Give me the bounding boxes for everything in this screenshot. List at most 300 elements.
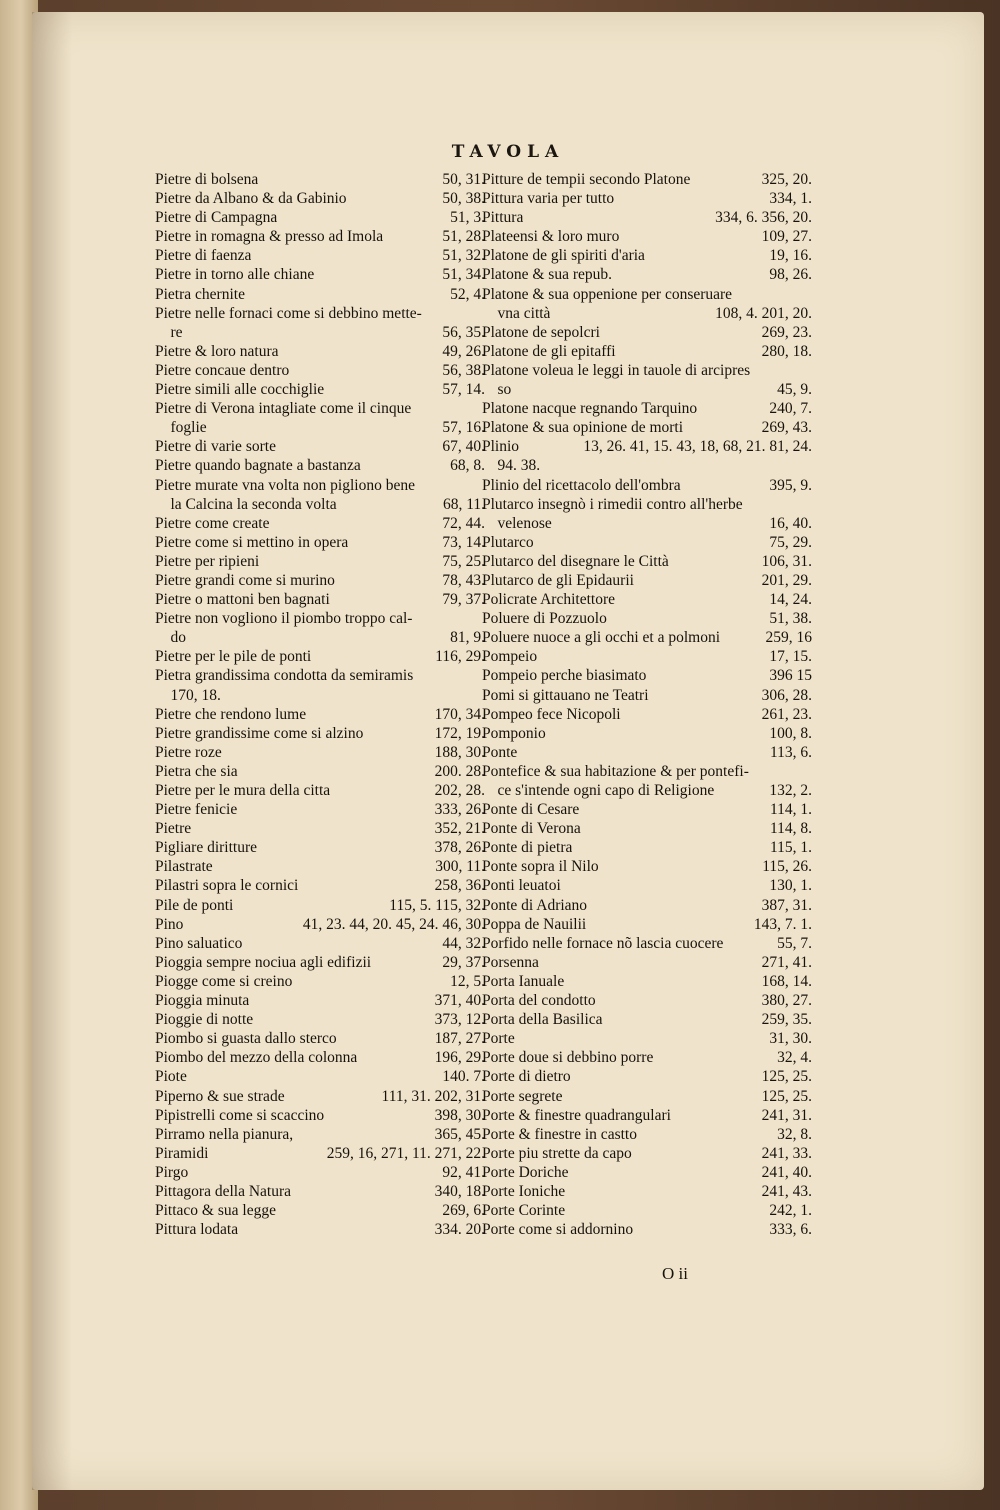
entry-page-refs: 56, 35. [442, 323, 485, 341]
entry-term: Pietre in torno alle chiane [155, 266, 315, 284]
page-gutter-shadow [32, 12, 72, 1490]
entry-term: Ponte di Cesare [482, 801, 580, 819]
index-entry [155, 1106, 485, 1125]
entry-term: Porte [482, 1030, 515, 1048]
entry-page-refs: 50, 38. [442, 190, 485, 208]
index-entry [155, 418, 485, 437]
index-entry [482, 934, 812, 953]
entry-term: Pietre [155, 820, 192, 838]
index-entry [482, 991, 812, 1010]
entry-page-refs: 12, 5. [450, 972, 485, 990]
entry-term: Porte doue si debbino porre [482, 1049, 654, 1067]
entry-term: Pietre come create [155, 514, 270, 532]
index-entry [155, 609, 485, 628]
entry-page-refs: 125, 25. [761, 1087, 812, 1105]
index-entry [155, 743, 485, 762]
entry-term: Ponte di Adriano [482, 896, 588, 914]
index-entry [482, 762, 812, 781]
entry-term: Pittura varia per tutto [482, 190, 615, 208]
entry-page-refs: 51, 34. [442, 266, 485, 284]
entry-term: Piogge come si creino [155, 972, 293, 990]
entry-term: Ponte di Verona [482, 820, 581, 838]
entry-page-refs: 259, 16, 271, 11. 271, 22. [326, 1144, 485, 1162]
index-entry [482, 1029, 812, 1048]
index-entry [155, 915, 485, 934]
entry-term: Pontefice & sua habitazione & per pontefi- [482, 762, 749, 780]
entry-page-refs: 114, 8. [769, 820, 812, 838]
entry-page-refs: 16, 40. [769, 514, 812, 532]
entry-page-refs: 17, 15. [769, 648, 812, 666]
entry-page-refs: 306, 28. [761, 686, 812, 704]
entry-term: foglie [155, 419, 207, 437]
entry-term: Piombo si guasta dallo sterco [155, 1030, 337, 1048]
index-entry [155, 495, 485, 514]
entry-page-refs: 92, 41. [442, 1163, 485, 1181]
index-entry [482, 399, 812, 418]
entry-term: Ponte [482, 743, 518, 761]
index-entry [482, 781, 812, 800]
entry-page-refs: 196, 29. [434, 1049, 485, 1067]
index-entry [155, 1048, 485, 1067]
entry-page-refs: 300, 11. [435, 858, 485, 876]
entry-term: vna città [482, 304, 551, 322]
entry-term: do [155, 629, 186, 647]
index-entry [482, 915, 812, 934]
index-entry [482, 342, 812, 361]
index-entry [155, 590, 485, 609]
entry-page-refs: 269, 23. [761, 323, 812, 341]
index-entry [155, 246, 485, 265]
entry-page-refs: 78, 43. [442, 571, 485, 589]
entry-term: Pietre grandissime come si alzino [155, 724, 364, 742]
index-entry [482, 1163, 812, 1182]
entry-page-refs: 373, 12. [434, 1011, 485, 1029]
index-entry [482, 953, 812, 972]
entry-page-refs: 45, 9. [777, 381, 812, 399]
entry-term: 170, 18. [155, 686, 221, 704]
index-entry [155, 1029, 485, 1048]
entry-page-refs: 259, 35. [761, 1011, 812, 1029]
index-entry [482, 838, 812, 857]
index-entry [482, 323, 812, 342]
entry-term: Pigliare diritture [155, 839, 258, 857]
entry-term: Pirramo nella pianura, [155, 1125, 294, 1143]
index-entry [155, 1067, 485, 1086]
entry-term: Platone & sua opinione de morti [482, 419, 684, 437]
entry-page-refs: 81, 9. [450, 629, 485, 647]
index-entry [482, 533, 812, 552]
entry-term: Pietre fenicie [155, 801, 238, 819]
entry-page-refs: 333, 26. [434, 801, 485, 819]
entry-page-refs: 334. 20. [434, 1221, 485, 1239]
index-entry [482, 495, 812, 514]
index-column-right [482, 170, 812, 1239]
entry-term: Porte come si addornino [482, 1221, 634, 1239]
entry-page-refs: 29, 37. [442, 953, 485, 971]
entry-page-refs: 51, 32. [442, 247, 485, 265]
entry-term: Pietre da Albano & da Gabinio [155, 190, 347, 208]
entry-page-refs: 115, 1. [769, 839, 812, 857]
entry-term: Pioggie di notte [155, 1011, 254, 1029]
entry-term: Pietre di Verona intagliate come il cinque [155, 400, 412, 418]
index-entry [155, 724, 485, 743]
entry-page-refs: 49, 26. [442, 342, 485, 360]
entry-term: Pietre non vogliono il piombo troppo cal- [155, 610, 413, 628]
entry-page-refs: 116, 29. [435, 648, 485, 666]
entry-page-refs: 334, 6. 356, 20. [715, 209, 812, 227]
index-entry [155, 686, 485, 705]
index-entry [155, 934, 485, 953]
entry-term: la Calcina la seconda volta [155, 495, 337, 513]
index-entry [482, 647, 812, 666]
entry-page-refs: 271, 41. [761, 953, 812, 971]
entry-page-refs: 57, 14. [442, 381, 485, 399]
index-entry [155, 456, 485, 475]
index-entry [155, 1125, 485, 1144]
index-entry [155, 361, 485, 380]
entry-page-refs: 51, 38. [769, 610, 812, 628]
index-entry [155, 399, 485, 418]
index-entry [155, 265, 485, 284]
entry-term: Pietre grandi come si murino [155, 571, 335, 589]
entry-term: Pietre come si mettino in opera [155, 533, 349, 551]
entry-term: Poluere di Pozzuolo [482, 610, 607, 628]
index-entry [155, 227, 485, 246]
entry-term: Porte Corinte [482, 1202, 566, 1220]
entry-term: Plutarco del disegnare le Città [482, 552, 669, 570]
index-entry [482, 686, 812, 705]
index-entry [482, 285, 812, 304]
entry-term: Poluere nuoce a gli occhi et a polmoni [482, 629, 721, 647]
index-entry [482, 456, 812, 475]
index-entry [155, 304, 485, 323]
entry-term: Pietre di Campagna [155, 209, 278, 227]
index-entry [482, 819, 812, 838]
entry-page-refs: 258, 36. [434, 877, 485, 895]
entry-term: Platone voleua le leggi in tauole di arcipres [482, 361, 751, 379]
index-entry [155, 838, 485, 857]
entry-page-refs: 352, 21. [434, 820, 485, 838]
index-entry [482, 361, 812, 380]
index-entry [482, 227, 812, 246]
entry-page-refs: 132, 2. [769, 782, 812, 799]
entry-term: Pietre murate vna volta non pigliono bene [155, 476, 415, 494]
entry-term: Pietre per le mura della citta [155, 782, 331, 799]
entry-page-refs: 75, 25. [442, 552, 485, 570]
entry-term: Platone & sua repub. [482, 266, 613, 284]
entry-term: Plateensi & loro muro [482, 228, 620, 246]
entry-term: Piperno & sue strade [155, 1087, 285, 1105]
index-entry [482, 437, 812, 456]
index-entry [155, 571, 485, 590]
index-entry [155, 1220, 485, 1239]
entry-page-refs: 241, 31. [761, 1106, 812, 1124]
entry-page-refs: 68, 11. [442, 495, 485, 513]
entry-page-refs: 106, 31. [761, 552, 812, 570]
entry-term: Piombo del mezzo della colonna [155, 1049, 358, 1067]
index-entry [482, 476, 812, 495]
index-entry [482, 1067, 812, 1086]
signature-mark: O ii [662, 1264, 688, 1283]
index-entry [155, 552, 485, 571]
index-entry [482, 304, 812, 323]
entry-term: Porfido nelle fornace nõ lascia cuocere [482, 934, 724, 952]
entry-page-refs: 109, 27. [761, 228, 812, 246]
index-entry [482, 896, 812, 915]
entry-term: Porte segrete [482, 1087, 563, 1105]
index-entry [482, 380, 812, 399]
entry-page-refs: 202, 28. [434, 782, 485, 799]
entry-page-refs: 259, 16 [765, 629, 812, 647]
entry-page-refs: 143, 7. 1. [753, 915, 812, 933]
entry-page-refs: 269, 43. [761, 419, 812, 437]
index-entry [155, 285, 485, 304]
entry-term: Pietre per ripieni [155, 552, 260, 570]
entry-term: Pirgo [155, 1163, 189, 1181]
entry-page-refs: 31, 30. [769, 1030, 812, 1048]
index-entry [155, 876, 485, 895]
index-entry [155, 705, 485, 724]
entry-term: Pittaco & sua legge [155, 1202, 276, 1220]
entry-term: Porte Doriche [482, 1163, 569, 1181]
index-entry [482, 628, 812, 647]
entry-page-refs: 13, 26. 41, 15. 43, 18, 68, 21. 81, 24. [583, 438, 812, 456]
entry-term: Platone de gli epitaffi [482, 342, 616, 360]
index-entry [155, 857, 485, 876]
entry-page-refs: 240, 7. [769, 400, 812, 418]
index-entry [155, 1010, 485, 1029]
book-page [32, 12, 984, 1490]
entry-page-refs [806, 456, 812, 475]
entry-term: Pietre che rendono lume [155, 705, 307, 723]
entry-term: Poppa de Nauilii [482, 915, 587, 933]
entry-term: Platone nacque regnando Tarquino [482, 400, 698, 418]
index-entry [155, 170, 485, 189]
entry-term: Pietre di bolsena [155, 171, 259, 188]
entry-term: Platone de gli spiriti d'aria [482, 247, 645, 265]
entry-term: Pompeio perche biasimato [482, 667, 647, 685]
index-entry [482, 666, 812, 685]
index-entry [155, 991, 485, 1010]
entry-term: Plinio [482, 438, 520, 456]
entry-term: Pino [155, 915, 184, 933]
entry-term: Pittagora della Natura [155, 1182, 292, 1200]
index-entry [482, 800, 812, 819]
entry-term: so [482, 381, 512, 399]
entry-page-refs: 14, 24. [769, 591, 812, 609]
index-entry [482, 972, 812, 991]
index-entry [155, 953, 485, 972]
entry-term: Pilastri sopra le cornici [155, 877, 299, 895]
entry-term: Pile de ponti [155, 896, 234, 914]
entry-page-refs: 114, 1. [769, 801, 812, 819]
index-entry [155, 800, 485, 819]
entry-page-refs: 371, 40. [434, 992, 485, 1010]
index-entry [482, 1201, 812, 1220]
entry-term: Pietre in romagna & presso ad Imola [155, 228, 384, 246]
entry-page-refs: 170, 34. [434, 705, 485, 723]
index-entry [482, 876, 812, 895]
entry-term: Pietre concaue dentro [155, 361, 290, 379]
entry-term: Plutarco insegnò i rimedii contro all'herbe [482, 495, 743, 513]
entry-term: Pietra grandissima condotta da semiramis [155, 667, 414, 685]
entry-page-refs: 79, 37. [442, 591, 485, 609]
entry-page-refs: 200. 28. [434, 762, 485, 780]
entry-page-refs: 280, 18. [761, 342, 812, 360]
entry-term: Pietre roze [155, 743, 222, 761]
entry-page-refs: 168, 14. [761, 972, 812, 990]
index-entry [482, 552, 812, 571]
entry-term: Piote [155, 1068, 187, 1086]
entry-term: ce s'intende ogni capo di Religione [482, 782, 715, 799]
index-entry [155, 1144, 485, 1163]
entry-page-refs: 378, 26. [434, 839, 485, 857]
entry-page-refs: 380, 27. [761, 992, 812, 1010]
index-entry [482, 1106, 812, 1125]
entry-term: Pompeio [482, 648, 538, 666]
entry-page-refs: 115, 5. 115, 32. [389, 896, 485, 914]
entry-page-refs: 398, 30. [434, 1106, 485, 1124]
entry-page-refs [806, 361, 812, 380]
index-entry [482, 1048, 812, 1067]
entry-page-refs: 57, 16. [442, 419, 485, 437]
entry-term: Pietre quando bagnate a bastanza [155, 457, 361, 475]
entry-term: Pietre & loro natura [155, 342, 279, 360]
entry-page-refs [806, 495, 812, 514]
entry-page-refs: 51, 28. [442, 228, 485, 246]
entry-term: Platone de sepolcri [482, 323, 600, 341]
entry-page-refs: 75, 29. [769, 533, 812, 551]
entry-term: Porta della Basilica [482, 1011, 603, 1029]
entry-term: Ponte di pietra [482, 839, 573, 857]
entry-page-refs: 68, 8. [450, 457, 485, 475]
entry-page-refs: 52, 4. [450, 285, 485, 303]
entry-page-refs: 396 15 [769, 667, 812, 685]
index-entry [155, 647, 485, 666]
entry-page-refs: 261, 23. [761, 705, 812, 723]
index-entry [155, 628, 485, 647]
entry-page-refs: 130, 1. [769, 877, 812, 895]
entry-term: Pipistrelli come si scaccino [155, 1106, 325, 1124]
entry-page-refs: 201, 29. [761, 571, 812, 589]
entry-term: velenose [482, 514, 552, 532]
entry-page-refs: 140. 7. [442, 1068, 485, 1086]
index-entry [155, 323, 485, 342]
entry-page-refs: 113, 6. [769, 743, 812, 761]
entry-page-refs: 50, 31. [442, 171, 485, 188]
entry-page-refs: 100, 8. [769, 724, 812, 742]
index-entry [482, 418, 812, 437]
entry-term: Pietra che sia [155, 762, 238, 780]
entry-page-refs: 32, 8. [777, 1125, 812, 1143]
index-entry [482, 705, 812, 724]
entry-term: Porsenna [482, 953, 539, 971]
entry-term: Ponte sopra il Nilo [482, 858, 599, 876]
entry-term: Plutarco [482, 533, 534, 551]
entry-term: Piramidi [155, 1144, 209, 1162]
entry-page-refs [806, 762, 812, 781]
entry-term: Pilastrate [155, 858, 213, 876]
entry-page-refs: 387, 31. [761, 896, 812, 914]
index-entry [482, 208, 812, 227]
entry-term: Pomponio [482, 724, 546, 742]
index-entry [482, 590, 812, 609]
index-entry [482, 1182, 812, 1201]
entry-term: Pitture de tempii secondo Platone [482, 171, 691, 188]
entry-term: Pomi si gittauano ne Teatri [482, 686, 649, 704]
entry-term: Pittura [482, 209, 524, 227]
page-header: TAVOLA [451, 142, 565, 162]
entry-term: Ponti leuatoi [482, 877, 561, 895]
entry-page-refs: 241, 40. [761, 1163, 812, 1181]
entry-term: Pino saluatico [155, 934, 243, 952]
index-entry [155, 819, 485, 838]
index-entry [482, 189, 812, 208]
index-entry [155, 972, 485, 991]
index-entry [155, 762, 485, 781]
entry-page-refs: 242, 1. [769, 1202, 812, 1220]
entry-page-refs: 19, 16. [769, 247, 812, 265]
entry-term: Pioggia minuta [155, 992, 250, 1010]
entry-term: Plinio del ricettacolo dell'ombra [482, 476, 681, 494]
index-entry [155, 781, 485, 800]
entry-page-refs: 340, 18. [434, 1182, 485, 1200]
entry-page-refs: 334, 1. [769, 190, 812, 208]
entry-page-refs: 55, 7. [777, 934, 812, 952]
index-entry [155, 342, 485, 361]
index-entry [482, 743, 812, 762]
index-entry [155, 666, 485, 685]
index-entry [482, 170, 812, 189]
entry-term: Pietre di varie sorte [155, 438, 276, 456]
entry-term: Pietre o mattoni ben bagnati [155, 591, 330, 609]
entry-page-refs: 67, 40. [442, 438, 485, 456]
entry-term: Porte piu strette da capo [482, 1144, 632, 1162]
entry-term: Porta Ianuale [482, 972, 565, 990]
entry-term: Porte Ioniche [482, 1182, 566, 1200]
entry-page-refs: 44, 32. [442, 934, 485, 952]
index-entry [155, 1201, 485, 1220]
entry-term: Pietre nelle fornaci come si debbino mette- [155, 304, 422, 322]
entry-term: Pietre simili alle cocchiglie [155, 381, 325, 399]
index-entry [482, 571, 812, 590]
entry-page-refs: 395, 9. [769, 476, 812, 494]
index-entry [155, 1163, 485, 1182]
index-entry [482, 1087, 812, 1106]
entry-page-refs: 51, 3. [450, 209, 485, 227]
index-entry [482, 514, 812, 533]
index-entry [155, 1087, 485, 1106]
index-entry [482, 1010, 812, 1029]
entry-term: Policrate Architettore [482, 591, 615, 609]
entry-page-refs: 41, 23. 44, 20. 45, 24. 46, 30. [302, 915, 485, 933]
entry-page-refs: 365, 45. [434, 1125, 485, 1143]
entry-term: Pietra chernite [155, 285, 245, 303]
entry-term: re [155, 323, 183, 341]
entry-page-refs: 115, 26. [762, 858, 812, 876]
entry-page-refs: 108, 4. 201, 20. [715, 304, 812, 322]
index-entry [482, 724, 812, 743]
entry-page-refs: 56, 38. [442, 361, 485, 379]
entry-page-refs: 32, 4. [777, 1049, 812, 1067]
entry-term: Pittura lodata [155, 1221, 239, 1239]
index-entry [482, 246, 812, 265]
index-entry [155, 896, 485, 915]
entry-page-refs: 269, 6. [442, 1202, 485, 1220]
entry-page-refs: 72, 44. [442, 514, 485, 532]
entry-term: Porte di dietro [482, 1068, 571, 1086]
index-entry [155, 208, 485, 227]
